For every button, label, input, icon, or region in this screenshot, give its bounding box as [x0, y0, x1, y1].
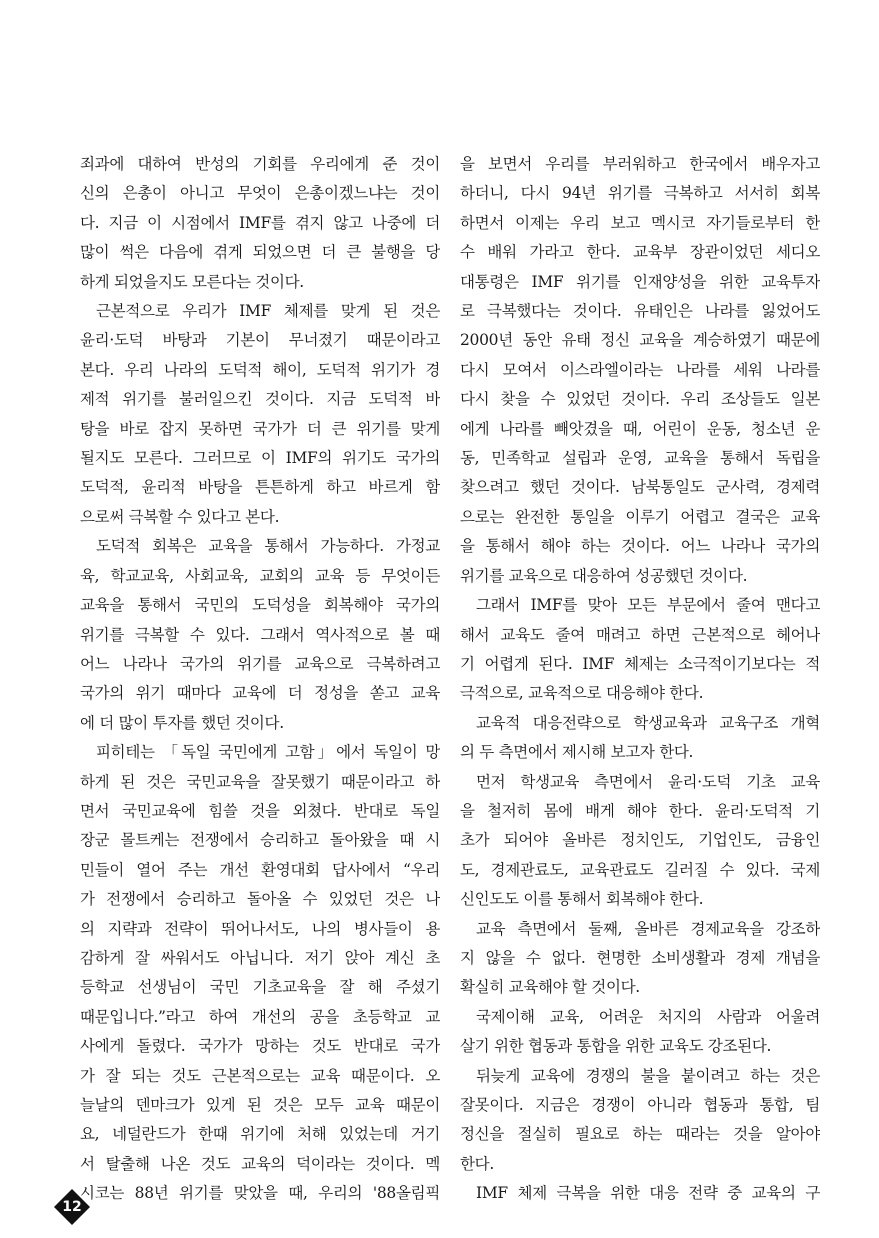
text-line: 늘날의 덴마크가 있게 된 것은 모두 교육 때문이	[80, 1096, 440, 1114]
text-line: 하게 된 것은 국민교육을 잘못했기 때문이라고 하	[80, 772, 440, 791]
text-line: 정신을 절실히 필요로 하는 때라는 것을 알아야	[460, 1125, 820, 1144]
text-line: 가 잘 되는 것도 근본적으로는 교육 때문이다. 오	[80, 1066, 440, 1085]
text-line: 수 배워 가라고 한다. 교육부 장관이었던 세디오	[460, 243, 820, 262]
text-line: 을 철저히 몸에 배게 해야 한다. 윤리·도덕적 기	[460, 801, 820, 820]
text-line: 제적 위기를 불러일으킨 것이다. 지금 도덕적 바	[80, 390, 440, 409]
text-line: 극적으로, 교육적으로 대응해야 한다.	[460, 684, 704, 703]
text-line: 사에게 돌렸다. 국가가 망하는 것도 반대로 국가	[80, 1037, 440, 1056]
text-line: 윤리·도덕 바탕과 기본이 무너졌기 때문이라고	[80, 331, 440, 350]
text-line: 국가의 위기 때마다 교육에 더 정성을 쏟고 교육	[80, 684, 440, 703]
text-line: 도덕적, 윤리적 바탕을 튼튼하게 하고 바르게 함	[80, 478, 440, 497]
text-line: 해서 교육도 줄여 매려고 하면 근본적으로 헤어나	[460, 625, 820, 644]
text-line: 죄과에 대하여 반성의 기회를 우리에게 준 것이	[80, 155, 440, 173]
text-line: 본다. 우리 나라의 도덕적 해이, 도덕적 위기가 경	[80, 360, 440, 379]
text-line: 위기를 교육으로 대응하여 성공했던 것이다.	[460, 566, 748, 585]
text-line: 으로써 극복할 수 있다고 본다.	[80, 507, 280, 526]
text-line: 도, 경제관료도, 교육관료도 길러질 수 있다. 국제	[460, 860, 820, 879]
text-line: 때문입니다.”라고 하여 개선의 공을 초등학교 교	[80, 1007, 440, 1026]
text-line: 을 보면서 우리를 부러워하고 한국에서 배우자고	[460, 155, 820, 173]
text-line: 다시 찾을 수 있었던 것이다. 우리 조상들도 일본	[460, 390, 820, 409]
text-line: 초가 되어야 올바른 정치인도, 기업인도, 금융인	[460, 831, 820, 850]
text-line: 다시 모여서 이스라엘이라는 나라를 세워 나라를	[460, 360, 820, 379]
text-line: 다. 지금 이 시점에서 IMF를 겪지 않고 나중에 더	[80, 213, 440, 232]
text-line: 동, 민족학교 설립과 운영, 교육을 통해서 독립을	[460, 449, 820, 468]
text-line: 장군 몰트케는 전쟁에서 승리하고 돌아왔을 때 시	[80, 831, 440, 850]
text-line: 교육 측면에서 둘째, 올바른 경제교육을 강조하	[476, 919, 820, 938]
text-line: 확실히 교육해야 할 것이다.	[460, 978, 640, 997]
text-line: 하면서 이제는 우리 보고 멕시코 자기들로부터 한	[460, 213, 820, 232]
text-line: 교육을 통해서 국민의 도덕성을 회복해야 국가의	[80, 596, 440, 615]
text-line: 요, 네덜란드가 한때 위기에 처해 있었는데 거기	[80, 1125, 440, 1144]
text-line: 뒤늦게 교육에 경쟁의 불을 붙이려고 하는 것은	[476, 1066, 820, 1085]
text-line: 많이 썩은 다음에 겪게 되었으면 더 큰 불행을 당	[80, 243, 440, 262]
text-line: 로 극복했다는 것이다. 유태인은 나라를 잃었어도	[460, 302, 820, 321]
text-line: 기 어렵게 된다. IMF 체제는 소극적이기보다는 적	[460, 654, 820, 673]
text-line: 어느 나라나 국가의 위기를 교육으로 극복하려고	[80, 654, 440, 673]
text-line: 도덕적 회복은 교육을 통해서 가능하다. 가정교	[96, 537, 440, 556]
left-text-column	[80, 150, 440, 1209]
page-number: 12	[62, 1199, 82, 1215]
text-line: 살기 위한 협동과 통합을 위한 교육도 강조된다.	[460, 1037, 772, 1056]
text-line: 의 지략과 전략이 뛰어나서도, 나의 병사들이 용	[80, 919, 440, 938]
text-line: 피히테는 「독일 국민에게 고함」에서 독일이 망	[96, 743, 440, 762]
text-line: 한다.	[460, 1154, 494, 1173]
text-line: 그래서 IMF를 맞아 모든 부문에서 줄여 맨다고	[476, 596, 820, 615]
text-line: 등학교 선생님이 국민 기초교육을 잘 해 주셨기	[80, 978, 440, 997]
text-line: 민들이 열어 주는 개선 환영대회 답사에서 “우리	[80, 860, 440, 879]
text-line: 대통령은 IMF 위기를 인재양성을 위한 교육투자	[460, 272, 820, 291]
text-line: 국제이해 교육, 어려운 처지의 사람과 어울려	[476, 1007, 820, 1026]
text-line: 위기를 극복할 수 있다. 그래서 역사적으로 볼 때	[80, 625, 440, 644]
text-line: 찾으려고 했던 것이다. 남북통일도 군사력, 경제력	[460, 478, 820, 497]
text-line: 에 더 많이 투자를 했던 것이다.	[80, 713, 284, 732]
text-line: 신의 은총이 아니고 무엇이 은총이겠느냐는 것이	[80, 184, 440, 203]
text-line: 2000년 동안 유태 정신 교육을 계승하였기 때문에	[460, 331, 820, 350]
right-text-column	[460, 150, 820, 1209]
text-line: 하더니, 다시 94년 위기를 극복하고 서서히 회복	[460, 184, 820, 203]
text-line: 신인도도 이를 통해서 회복해야 한다.	[460, 890, 704, 909]
text-line: 면서 국민교육에 힘쓸 것을 외쳤다. 반대로 독일	[80, 801, 440, 820]
text-line: 될지도 모른다. 그러므로 이 IMF의 위기도 국가의	[80, 449, 440, 468]
text-line: 가 전쟁에서 승리하고 돌아올 수 있었던 것은 나	[80, 890, 440, 909]
text-line: IMF 체제 극복을 위한 대응 전략 중 교육의 구	[476, 1184, 820, 1203]
text-line: 지 않을 수 없다. 현명한 소비생활과 경제 개념을	[460, 948, 820, 967]
text-line: 서 탈출해 나온 것도 교육의 덕이라는 것이다. 멕	[80, 1154, 440, 1173]
text-line: 감하게 잘 싸워서도 아닙니다. 저기 앉아 계신 초	[80, 948, 440, 967]
text-line: 에게 나라를 빼앗겼을 때, 어린이 운동, 청소년 운	[460, 419, 820, 438]
text-line: 시코는 88년 위기를 맞았을 때, 우리의 '88올림픽	[80, 1184, 440, 1203]
text-line: 의 두 측면에서 제시해 보고자 한다.	[460, 743, 694, 762]
text-line: 잘못이다. 지금은 경쟁이 아니라 협동과 통합, 팀	[460, 1096, 820, 1114]
text-line: 육, 학교교육, 사회교육, 교회의 교육 등 무엇이든	[80, 566, 440, 585]
text-line: 먼저 학생교육 측면에서 윤리·도덕 기초 교육	[476, 772, 820, 791]
text-line: 을 통해서 해야 하는 것이다. 어느 나라나 국가의	[460, 537, 820, 556]
text-line: 탕을 바로 잡지 못하면 국가가 더 큰 위기를 맞게	[80, 419, 440, 438]
text-line: 으로는 완전한 통일을 이루기 어렵고 결국은 교육	[460, 507, 820, 526]
text-line: 하게 되었을지도 모른다는 것이다.	[80, 272, 304, 291]
text-line: 근본적으로 우리가 IMF 체제를 맞게 된 것은	[96, 302, 440, 321]
text-line: 교육적 대응전략으로 학생교육과 교육구조 개혁	[476, 713, 820, 732]
